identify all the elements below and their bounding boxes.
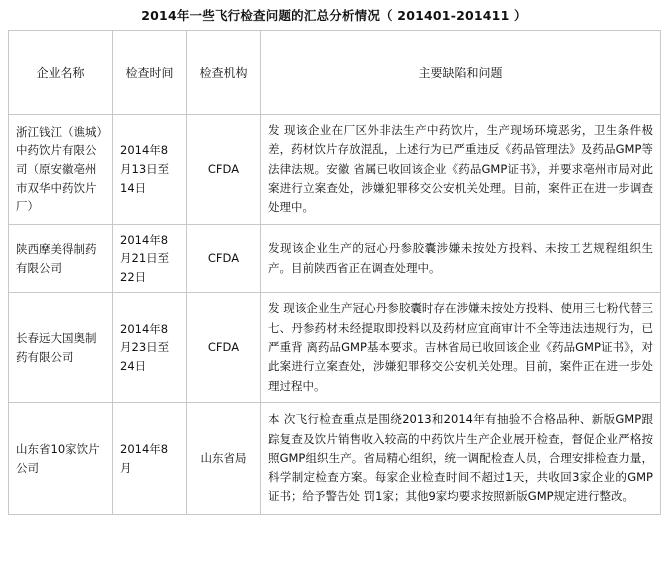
cell-inspection-agency: CFDA <box>187 224 261 293</box>
cell-inspection-date: 2014年8月21日至22日 <box>113 224 187 293</box>
cell-company-name: 山东省10家饮片公司 <box>9 403 113 515</box>
cell-main-issues: 发现该企业生产的冠心丹参胶囊涉嫌未按处方投料、未按工艺规程组织生产。目前陕西省正在调查处理中。 <box>261 224 661 293</box>
cell-main-issues: 本 次飞行检查重点是围绕2013和2014年有抽验不合格品种、新版GMP跟踪复查及饮片销售收入较高的中药饮片生产企业展开检查，督促企业严格按照GMP组织生产。省局精心组织，统一调配检查人员，合理安排检查力量，科学制定检查方案。每家企业检查时间不超过1天，共收回3家企业的GMP证书；给予警告处 罚1家；其他9家均要求按照新版GMP规定进行整改。 <box>261 403 661 515</box>
cell-company-name: 浙江钱江（谯城）中药饮片有限公司（原安徽亳州市双华中药饮片厂） <box>9 115 113 225</box>
cell-inspection-date: 2014年8月 <box>113 403 187 515</box>
table-row <box>9 293 661 403</box>
cell-company-name: 陕西摩美得制药有限公司 <box>9 224 113 293</box>
table-body <box>9 115 661 515</box>
page-title: 2014年一些飞行检查问题的汇总分析情况（ 201401-201411 ） <box>141 8 527 23</box>
table-row <box>9 224 661 293</box>
cell-company-name: 长春远大国奥制药有限公司 <box>9 293 113 403</box>
cell-main-issues: 发 现该企业在厂区外非法生产中药饮片，生产现场环境恶劣，卫生条件极差，药材饮片存放混乱，上述行为已严重违反《药品管理法》及药品GMP等法律法规。安徽 省属已收回该企业《药品GMP证书》，并要求亳州市局对此案进行立案查处，涉嫌犯罪移交公安机关处理。目前，案件正在进一步调查处理中。 <box>261 115 661 225</box>
inspection-summary-table <box>8 30 661 515</box>
cell-inspection-agency: CFDA <box>187 293 261 403</box>
cell-inspection-date: 2014年8月23日至24日 <box>113 293 187 403</box>
table-header-row <box>9 31 661 115</box>
document-title-bar <box>0 0 668 30</box>
table-header <box>9 31 661 115</box>
cell-inspection-agency: CFDA <box>187 115 261 225</box>
cell-inspection-agency: 山东省局 <box>187 403 261 515</box>
cell-inspection-date: 2014年8月13日至14日 <box>113 115 187 225</box>
column-header-main-issues: 主要缺陷和问题 <box>261 31 661 115</box>
cell-main-issues: 发 现该企业生产冠心丹参胶囊时存在涉嫌未按处方投料、使用三七粉代替三七、丹参药材未经提取即投料以及药材应宜商审计不全等违法违规行为，已严重背 离药品GMP基本要求。吉林省局已收回该企业《药品GMP证书》，对此案进行立案查处，涉嫌犯罪移交公安机关处理。目前，案件正在进一步处理过程中。 <box>261 293 661 403</box>
column-header-inspection-agency: 检查机构 <box>187 31 261 115</box>
table-row <box>9 403 661 515</box>
column-header-inspection-date: 检查时间 <box>113 31 187 115</box>
table-row <box>9 115 661 225</box>
table-container <box>0 30 668 515</box>
column-header-company-name: 企业名称 <box>9 31 113 115</box>
